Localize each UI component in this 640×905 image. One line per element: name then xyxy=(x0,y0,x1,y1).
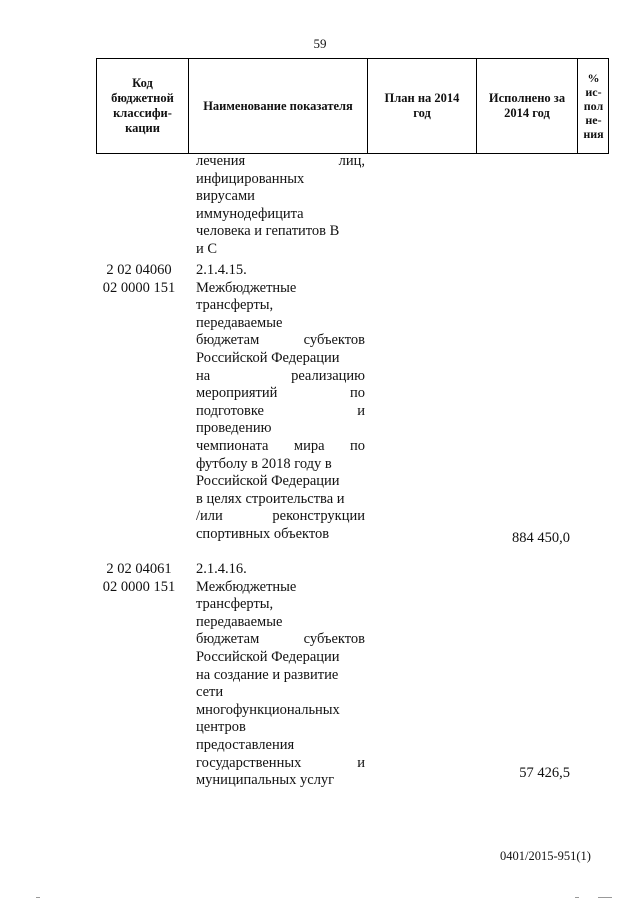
name-line: в целях строительства и xyxy=(196,490,345,507)
name-word: мероприятий xyxy=(196,385,278,402)
name-word: и xyxy=(357,754,365,771)
name-line: и С xyxy=(196,240,218,257)
name-line: иммунодефицита xyxy=(196,205,304,222)
code-line: 2 02 04061 xyxy=(106,561,172,577)
name-word: лечения xyxy=(196,153,246,169)
header-percent-cell xyxy=(577,59,609,153)
name-line: трансферты, xyxy=(196,297,274,314)
name-line: спортивных объектов xyxy=(196,525,330,542)
name-line: центров xyxy=(196,719,246,736)
table-header xyxy=(96,58,609,154)
name-line: Российской Федерации xyxy=(196,473,340,490)
name-word: и xyxy=(357,402,365,419)
header-done-line: Исполнено за xyxy=(488,91,566,105)
header-name-label: Наименование показателя xyxy=(203,98,353,113)
name-line: передаваемые xyxy=(196,314,283,331)
header-plan-line: План на 2014 xyxy=(384,91,460,105)
header-percent-line: ис- xyxy=(585,85,602,99)
name-line: проведению xyxy=(196,420,272,437)
name-word: субъектов xyxy=(303,631,365,648)
header-done-line: 2014 год xyxy=(504,106,550,120)
name-line: инфицированных xyxy=(196,170,305,187)
name-line: Российской Федерации xyxy=(196,648,340,665)
row-code-04060 xyxy=(96,262,182,297)
header-percent-line: пол xyxy=(583,99,604,113)
name-line xyxy=(196,631,365,649)
name-line: Российской Федерации xyxy=(196,349,340,366)
name-word: лиц, xyxy=(338,153,365,169)
name-line: на создание и развитие xyxy=(196,666,339,683)
name-line xyxy=(196,153,365,171)
scan-specks xyxy=(0,897,640,900)
row-done-amount-2-1-4-16: 57 426,5 xyxy=(519,765,570,781)
code-line: 02 0000 151 xyxy=(102,279,176,296)
name-word: подготовке xyxy=(196,402,264,419)
name-word: реализацию xyxy=(291,367,365,384)
header-plan-line: год xyxy=(413,106,431,120)
header-percent-label xyxy=(583,71,603,141)
name-word: чемпионата xyxy=(196,437,269,454)
name-word: бюджетам xyxy=(196,332,260,349)
header-code-line: классифи- xyxy=(113,106,172,120)
header-percent-line: не- xyxy=(585,113,602,127)
header-percent-line: % xyxy=(587,71,600,85)
name-line xyxy=(196,385,365,403)
name-line: человека и гепатитов В xyxy=(196,223,340,240)
name-word: субъектов xyxy=(303,332,365,349)
code-line: 02 0000 151 xyxy=(102,578,176,595)
name-line: сети xyxy=(196,684,224,701)
name-word: /или xyxy=(196,508,223,525)
row-done-amount-2-1-4-15: 884 450,0 xyxy=(512,530,570,546)
name-line xyxy=(196,403,365,421)
row-code-04061 xyxy=(96,561,182,596)
header-name-cell xyxy=(188,59,367,153)
row-name-2-1-4-15 xyxy=(196,262,365,544)
row-name-2-1-4-16 xyxy=(196,561,365,790)
header-code-label xyxy=(111,76,174,136)
name-line: 2.1.4.16. xyxy=(196,561,247,577)
name-word: реконструкции xyxy=(272,508,365,525)
name-line xyxy=(196,438,365,456)
name-line: Межбюджетные xyxy=(196,279,297,296)
name-word: бюджетам xyxy=(196,631,260,648)
page-number: 59 xyxy=(313,36,327,51)
scan-speck xyxy=(598,897,612,898)
name-word: мира xyxy=(293,437,325,454)
document-footer-code: 0401/2015-951(1) xyxy=(500,849,591,863)
name-line xyxy=(196,332,365,350)
name-line: трансферты, xyxy=(196,596,274,613)
header-code-line: кации xyxy=(125,121,160,135)
header-percent-line: ния xyxy=(583,127,604,141)
name-line: передаваемые xyxy=(196,613,283,630)
code-line: 2 02 04060 xyxy=(106,262,172,278)
scan-speck xyxy=(575,897,579,898)
name-line: Межбюджетные xyxy=(196,578,297,595)
name-line xyxy=(196,755,365,773)
name-word: на xyxy=(196,367,211,384)
name-line: муниципальных услуг xyxy=(196,772,335,789)
name-line: 2.1.4.15. xyxy=(196,262,247,278)
name-line: предоставления xyxy=(196,736,295,753)
name-line: футболу в 2018 году в xyxy=(196,455,332,472)
name-word: государственных xyxy=(196,754,302,771)
header-code-line: бюджетной xyxy=(111,91,174,105)
name-line: многофункциональных xyxy=(196,701,340,718)
name-line: вирусами xyxy=(196,188,255,205)
header-code-cell xyxy=(97,59,188,153)
name-word: по xyxy=(349,437,365,454)
name-line xyxy=(196,368,365,386)
scan-speck xyxy=(36,897,40,898)
row-name-continuation xyxy=(196,153,365,259)
header-done-label xyxy=(489,91,565,121)
name-word: по xyxy=(349,385,365,402)
name-line xyxy=(196,508,365,526)
header-done-cell xyxy=(476,59,577,153)
header-plan-label xyxy=(385,91,460,121)
header-code-line: Код xyxy=(132,76,153,90)
header-plan-cell xyxy=(367,59,476,153)
